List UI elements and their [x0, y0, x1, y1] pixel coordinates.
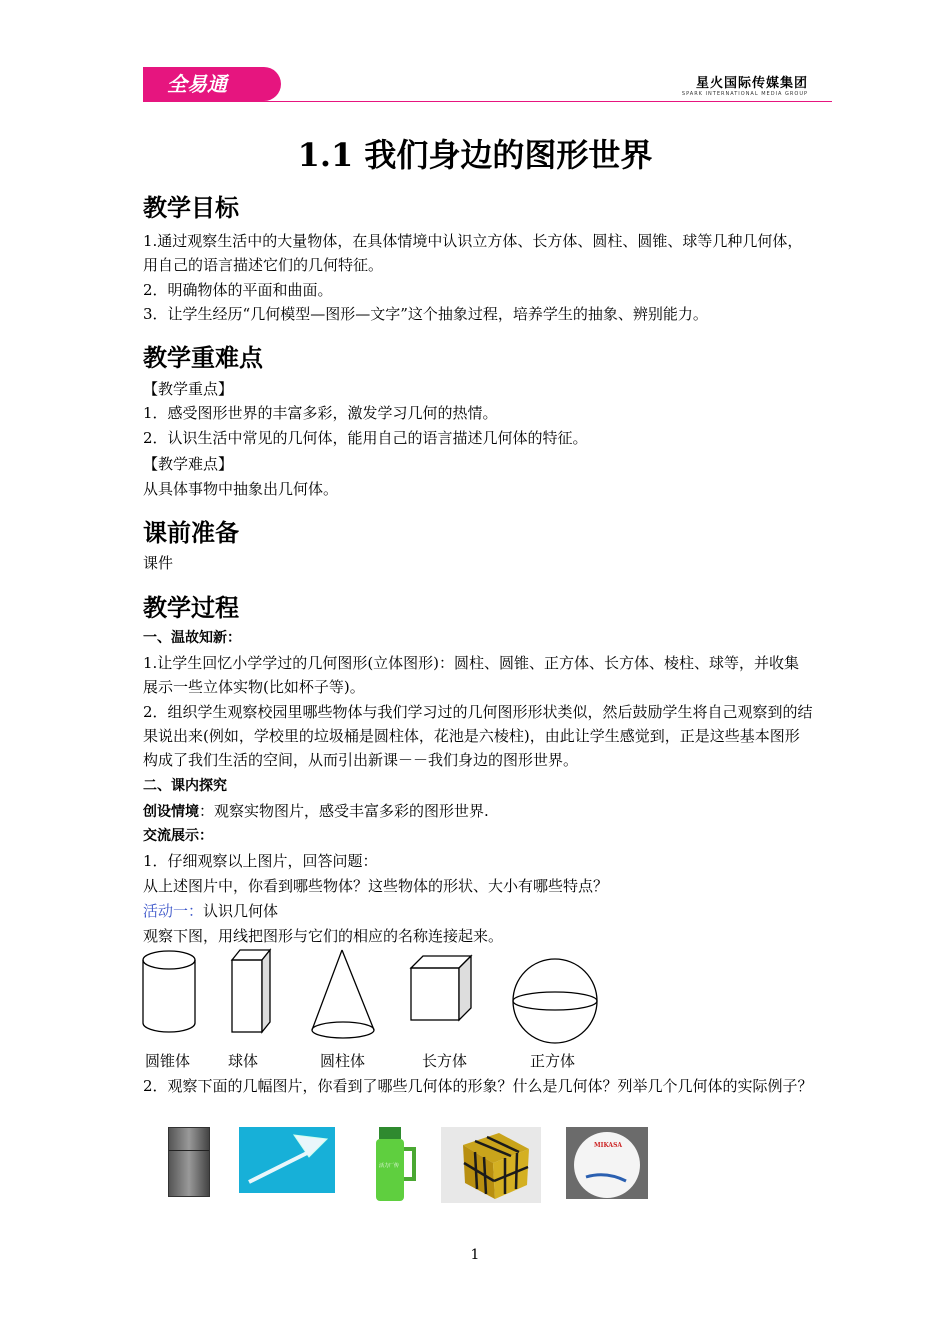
geometric-solids-figure: [140, 948, 480, 1040]
cylinder-shape: [143, 951, 195, 1032]
create-label: 创设情境: [143, 804, 199, 820]
heading-key: 教学重难点: [143, 343, 263, 372]
rubik-cube-photo: [441, 1127, 541, 1203]
heading-goals: 教学目标: [143, 193, 239, 222]
brand-cn: 星火国际传媒集团: [695, 76, 808, 91]
name-cuboid: 长方体: [422, 1052, 468, 1070]
create-scene: [143, 799, 813, 824]
question-1: 1．仔细观察以上图片，回答问题：: [143, 852, 378, 870]
activity-text: 认识几何体: [203, 902, 279, 920]
brand-en: SPARK INTERNATIONAL MEDIA GROUP: [681, 91, 808, 97]
difficulty-label: 【教学难点】: [143, 455, 234, 473]
name-cylinder: 圆柱体: [320, 1052, 366, 1070]
cube-shape: [411, 956, 471, 1020]
sphere-shape: [510, 956, 606, 1048]
step-2-title: 二、课内探究: [143, 778, 227, 794]
ball-brand: MIKASA: [594, 1142, 623, 1149]
key-2: 2．认识生活中常见的几何体，能用自己的语言描述几何体的特征。: [143, 429, 588, 447]
step-1-para-2: 2．组织学生观察校园里哪些物体与我们学习过的几何图形形状类似，然后鼓励学生将自己观察到的结果说出来(例如，学校里的垃圾桶是圆柱体，花池是六棱柱)，由此让学生感觉到，正是这些基本图形构成了我们生活的空间，从而引出新课－－我们身边的图形世界。: [143, 703, 813, 769]
create-text: ：观察实物图片，感受丰富多彩的图形世界.: [199, 802, 489, 820]
heading-prep: 课前准备: [143, 518, 239, 547]
activity-1: [143, 899, 813, 923]
goal-3: 3．让学生经历“几何模型—图形—文字”这个抽象过程，培养学生的抽象、辨别能力。: [143, 305, 708, 323]
share-label: 交流展示：: [143, 828, 213, 844]
key-label: 【教学重点】: [143, 380, 234, 398]
page-title: 1.1 我们身边的图形世界: [297, 136, 653, 174]
thermos-photo: [370, 1127, 420, 1203]
header-rule: [143, 101, 832, 102]
cone-shape: [312, 950, 374, 1038]
goal-2: 2．明确物体的平面和曲面。: [143, 281, 333, 299]
fridge-photo: [168, 1127, 210, 1197]
publisher-brand: [682, 72, 808, 97]
step-1-title: 一、温故知新：: [143, 630, 241, 646]
difficulty-1: 从具体事物中抽象出几何体。: [143, 480, 339, 498]
funnel-photo: [239, 1127, 335, 1193]
goal-1: 1.通过观察生活中的大量物体，在具体情境中认识立方体、长方体、圆柱、圆锥、球等几种几何体，用自己的语言描述它们的几何特征。: [143, 232, 803, 274]
cuboid-shape: [232, 950, 270, 1032]
name-cube: 正方体: [530, 1052, 576, 1070]
page-number: 1: [470, 1247, 480, 1263]
heading-process: 教学过程: [143, 593, 239, 622]
question-1b: 从上述图片中，你看到哪些物体？这些物体的形状、大小有哪些特点？: [143, 877, 609, 895]
prep-text: 课件: [143, 554, 174, 572]
name-sphere: 球体: [228, 1052, 259, 1070]
question-2: 2．观察下面的几幅图片，你看到了哪些几何体的形象？什么是几何体？列举几个几何体的实际例子？: [143, 1077, 813, 1095]
brand-logo: 全易通: [143, 67, 281, 101]
step-1-para-1: 1.让学生回忆小学学过的几何图形(立体图形)：圆柱、圆锥、正方体、长方体、棱柱、球等，并收集展示一些立体实物(比如杯子等)。: [143, 654, 800, 696]
name-cone: 圆锥体: [145, 1052, 191, 1070]
volleyball-photo: [566, 1127, 648, 1199]
thermos-label: 活力厂传: [379, 1163, 400, 1169]
key-1: 1．感受图形世界的丰富多彩，激发学习几何的热情。: [143, 404, 498, 422]
activity-instruction: 观察下图，用线把图形与它们的相应的名称连接起来。: [143, 927, 504, 945]
activity-label: 活动一：: [143, 902, 204, 920]
